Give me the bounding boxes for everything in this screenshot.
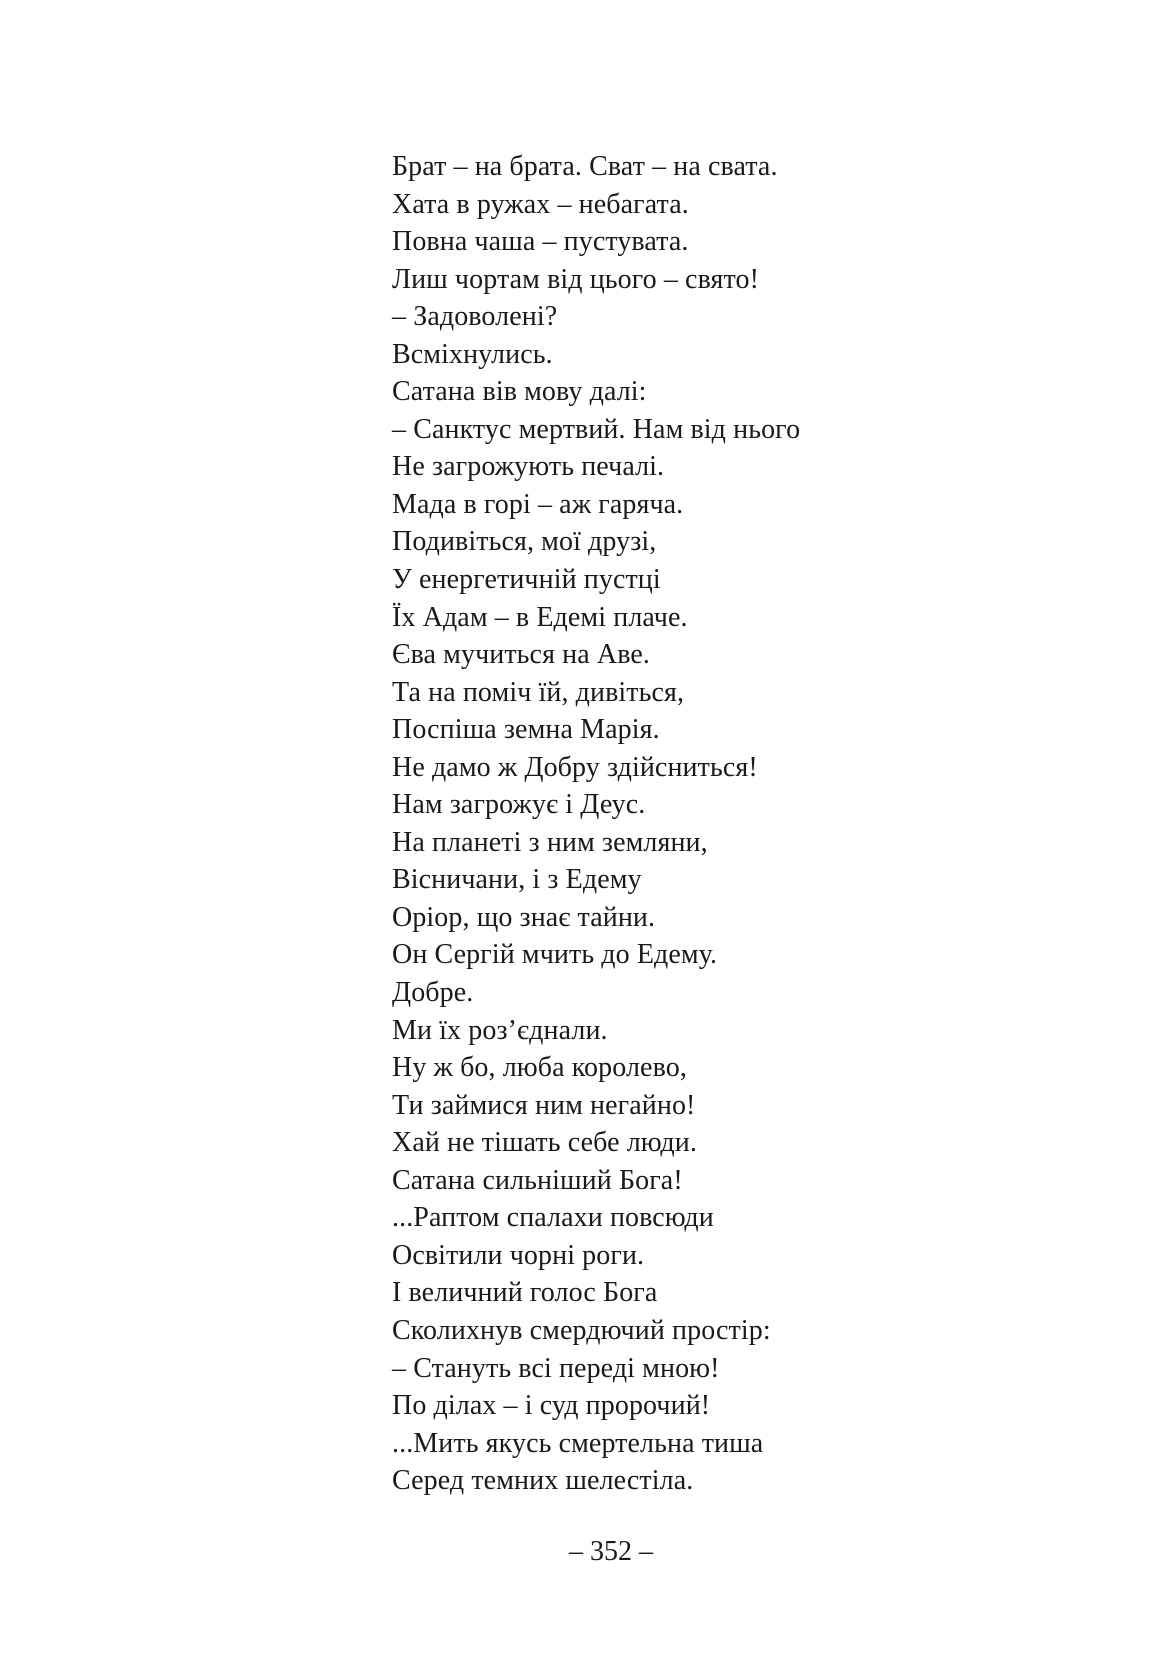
poem-line: ...Раптом спалахи повсюди [392, 1202, 714, 1234]
poem-line: Їх Адам – в Едемі плаче. [392, 601, 688, 633]
poem-line: Та на поміч їй, дивіться, [392, 676, 685, 708]
poem-line: Вісничани, і з Едему [392, 864, 642, 896]
page-number: – 352 – [569, 1536, 653, 1567]
poem-line: У енергетичній пустці [392, 564, 661, 596]
poem-line: Мада в горі – аж гаряча. [392, 488, 684, 520]
poem-line: – Стануть всі переді мною! [392, 1352, 720, 1384]
poem-line: Сатана вів мову далі: [392, 376, 647, 408]
poem-line: Ми їх роз’єднали. [392, 1014, 608, 1046]
poem-line: Брат – на брата. Сват – на свата. [392, 151, 778, 182]
poem-line: Лиш чортам від цього – свято! [392, 263, 760, 295]
poem-line: Он Сергій мчить до Едему. [392, 939, 718, 971]
poem-line: – Санктус мертвий. Нам від нього [392, 413, 801, 445]
poem-line: Подивіться, мої друзі, [392, 526, 657, 558]
poem-line: Поспіша земна Марія. [392, 714, 660, 746]
poem-line: Хата в ружах – небагата. [392, 188, 689, 220]
poem-line: Ти займися ним негайно! [392, 1089, 696, 1121]
poem-text [392, 148, 912, 1500]
poem-line: Єва мучиться на Аве. [392, 639, 650, 671]
poem-line: Хай не тішать себе люди. [392, 1127, 697, 1159]
poem-line: По ділах – і суд пророчий! [392, 1390, 711, 1422]
poem-line: Серед темних шелестіла. [392, 1465, 694, 1497]
poem-line: Не загрожують печалі. [392, 451, 665, 483]
poem-line: Всміхнулись. [392, 338, 553, 370]
poem-line: Повна чаша – пустувата. [392, 226, 689, 258]
poem-line: На планеті з ним земляни, [392, 826, 708, 858]
poem-line: І величний голос Бога [392, 1277, 658, 1309]
poem-line: Оріор, що знає тайни. [392, 901, 656, 933]
poem-line: Ну ж бо, люба королево, [392, 1052, 687, 1084]
poem-line: Освітили чорні роги. [392, 1239, 645, 1271]
poem-line: Добре. [392, 977, 474, 1009]
poem-line: Сатана сильніший Бога! [392, 1164, 683, 1196]
poem-line: Не дамо ж Добру здійсниться! [392, 751, 758, 783]
poem-line: Нам загрожує і Деус. [392, 789, 646, 821]
poem-line: Сколихнув смердючий простір: [392, 1314, 771, 1346]
poem-line: ...Мить якусь смертельна тиша [392, 1427, 764, 1459]
poem-line: – Задоволені? [392, 301, 558, 333]
